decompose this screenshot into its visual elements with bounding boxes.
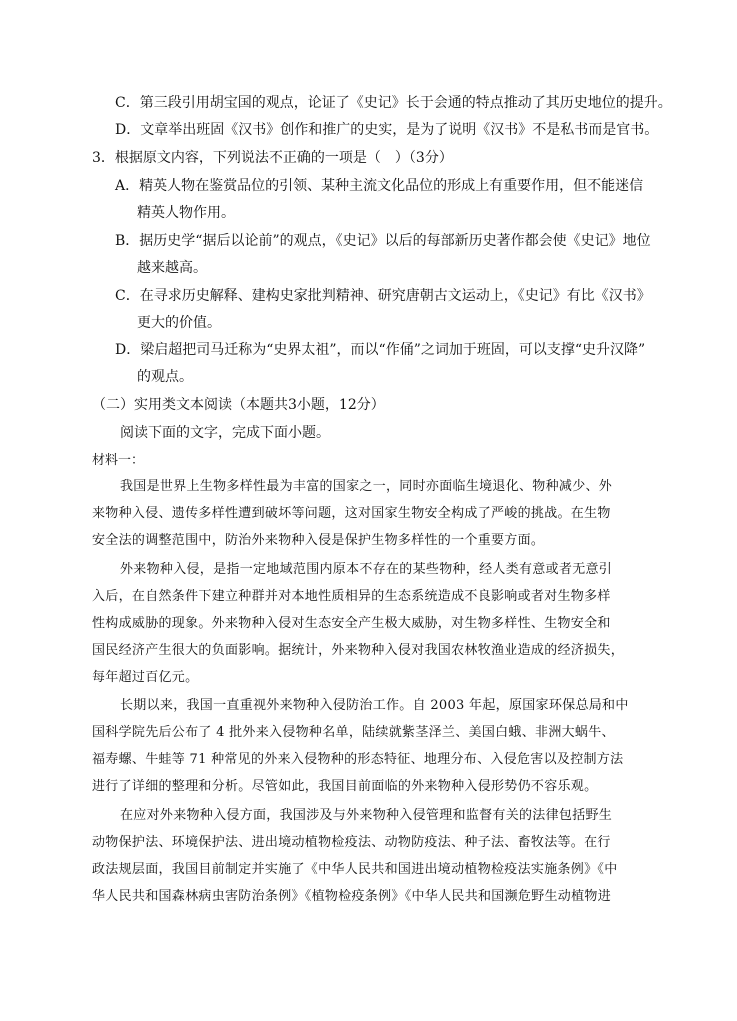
passage-line: 安全法的调整范围中，防治外来物种入侵是保护生物多样性的一个重要方面。 <box>92 533 545 548</box>
q3-option-c-line2: 更大的价值。 <box>137 315 221 331</box>
passage-line: 华人民共和国森林病虫害防治条例》《植物检疫条例》《中华人民共和国濒危野生动植物进 <box>92 889 612 904</box>
passage-line: 政法规层面，我国目前制定并实施了《中华人民共和国进出境动植物检疫法实施条例》《中 <box>92 862 618 877</box>
q3-option-c-line1: C．在寻求历史解释、建构史家批判精神、研究唐朝古文运动上，《史记》有比《汉书》 <box>115 288 651 304</box>
passage-line: 我国是世界上生物多样性最为丰富的国家之一，同时亦面临生境退化、物种减少、外 <box>120 479 613 494</box>
passage-line: 性构成威胁的现象。外来物种入侵对生态安全产生极大威胁，对生物多样性、生物安全和 <box>92 616 611 631</box>
passage-line: 来物种入侵、遗传多样性遭到破坏等问题，这对国家生物安全构成了严峻的挑战。在生物 <box>92 506 611 521</box>
passage-line: 福寿螺、牛蛙等 71 种常见的外来入侵物种的形态特征、地理分布、入侵危害以及控制方法 <box>92 752 624 767</box>
passage-line: 长期以来，我国一直重视外来物种入侵防治工作。自 2003 年起，原国家环保总局和中 <box>120 698 629 713</box>
q3-option-a-line1: A．精英人物在鉴赏品位的引领、某种主流文化品位的形成上有重要作用，但不能迷信 <box>115 178 644 194</box>
question-3-stem: 3．根据原文内容，下列说法不正确的一项是（ ）（3分） <box>92 150 453 166</box>
option-c-section1: C．第三段引用胡宝国的观点，论证了《史记》长于会通的特点推动了其历史地位的提升。 <box>115 95 672 111</box>
passage-line: 国民经济产生很大的负面影响。据统计，外来物种入侵对我国农林牧渔业造成的经济损失， <box>92 643 625 658</box>
q3-option-d-line2: 的观点。 <box>137 369 193 385</box>
material-label: 材料一： <box>92 453 145 468</box>
q3-option-b-line2: 越来越高。 <box>137 260 207 276</box>
passage-line: 每年超过百亿元。 <box>92 670 199 685</box>
passage-line: 入后，在自然条件下建立种群并对本地性质相异的生态系统造成不良影响或者对生物多样 <box>92 589 611 604</box>
q3-option-b-line1: B．据历史学“据后以论前”的观点，《史记》以后的每部新历史著作都会使《史记》地位 <box>115 233 651 249</box>
reading-instruction: 阅读下面的文字，完成下面小题。 <box>120 425 330 441</box>
passage-line: 外来物种入侵，是指一定地域范围内原本不存在的某些物种，经人类有意或者无意引 <box>120 562 613 577</box>
passage-line: 动物保护法、环境保护法、进出境动植物检疫法、动物防疫法、种子法、畜牧法等。在行 <box>92 835 611 850</box>
q3-option-a-line2: 精英人物作用。 <box>137 205 235 221</box>
q3-option-d-line1: D．梁启超把司马迁称为“史界太祖”，而以“作俑”之词加于班固，可以支撑“史升汉降” <box>115 342 646 358</box>
option-d-section1: D．文章举出班固《汉书》创作和推广的史实，是为了说明《汉书》不是私书而是官书。 <box>115 122 659 138</box>
section-heading: （二）实用类文本阅读（本题共3小题，12分） <box>92 397 385 413</box>
passage-line: 在应对外来物种入侵方面，我国涉及与外来物种入侵管理和监督有关的法律包括野生 <box>120 808 613 823</box>
passage-line: 国科学院先后公布了 4 批外来入侵物种名单，陆续就紫茎泽兰、美国白蛾、非洲大蜗牛、 <box>92 725 615 740</box>
passage-line: 进行了详细的整理和分析。尽管如此，我国目前面临的外来物种入侵形势仍不容乐观。 <box>92 779 598 794</box>
